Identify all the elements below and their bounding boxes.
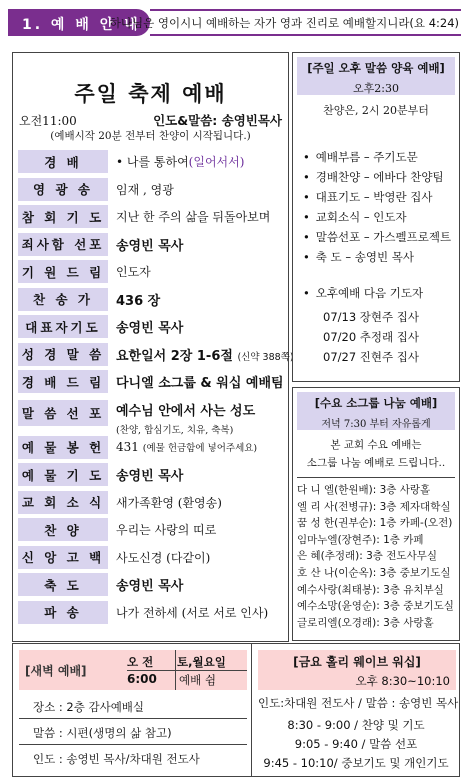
dawn-rest: 예배 쉼: [179, 673, 216, 687]
worship-time: 오전11:00: [19, 114, 77, 128]
item-label: 대표자기도: [18, 315, 108, 338]
item-value: 송영빈 목사: [116, 469, 184, 485]
dawn-time: 6:00: [127, 672, 157, 686]
divider: [19, 744, 247, 745]
list-item: • 축 도 – 송영빈 목사: [303, 249, 451, 269]
item-label: 예 물 기 도: [18, 463, 108, 486]
dawn-word: 말씀 : 시편(생명의 삶 참고): [33, 726, 172, 740]
list-item: 임마누엘(장현주): 1층 카페: [297, 533, 424, 546]
list-item: 8:30 - 9:00 / 찬양 및 기도: [287, 718, 425, 732]
list-item: 은 혜(추정래): 3층 전도사무실: [297, 550, 437, 563]
wednesday-title: [수요 소그룹 나눔 예배]: [314, 396, 438, 410]
item-value: 송영빈 목사: [116, 321, 184, 337]
friday-header: [258, 650, 456, 690]
dawn-leader: 인도 : 송영빈 목사/차대원 전도사: [33, 752, 200, 766]
item-label: 참 회 기 도: [18, 205, 108, 228]
list-item: [18, 396, 286, 434]
item-value: 우리는 사랑의 띠로: [116, 523, 217, 538]
list-item: [18, 258, 286, 286]
list-item: [18, 461, 286, 489]
list-item: 꿈 성 한(권부순): 1층 카페-(오전): [297, 517, 453, 530]
list-item: [18, 571, 286, 599]
worship-preacher: 인도&말씀: 송영빈목사: [153, 113, 282, 128]
item-value: 송영빈 목사: [116, 238, 184, 254]
afternoon-order: [303, 149, 451, 269]
prayer-list: [323, 309, 419, 369]
item-value: 나가 전하세 (서로 서로 인사): [116, 605, 269, 620]
list-item: • 교회소식 – 인도자: [303, 209, 451, 229]
list-item: 9:45 - 10:10/ 중보기도 및 개인기도: [263, 756, 449, 770]
dawn-header: [19, 650, 247, 690]
item-value: 사도신경 (다같이): [116, 550, 211, 565]
list-item: [18, 544, 286, 572]
afternoon-praise-time: 찬양은, 2시 20분부터: [323, 104, 429, 117]
item-label: 성 경 말 씀: [18, 343, 108, 366]
friday-title: [금요 홀리 웨이브 워십]: [293, 655, 421, 669]
item-label: 경 배 드 림: [18, 370, 108, 393]
list-item: [18, 148, 286, 176]
divider: [19, 718, 247, 719]
divider: [127, 670, 247, 671]
item-label: 경 배: [18, 150, 108, 173]
list-item: [18, 368, 286, 396]
item-value: 지난 한 주의 삶을 뒤돌아보며: [116, 210, 271, 225]
item-value: 임재 , 영광: [116, 182, 174, 197]
section-tab: 1. 예 배 안 내: [8, 9, 150, 36]
item-label: 말 씀 선 포: [18, 400, 108, 426]
list-item: 예수소망(윤영순): 3층 중보기도실: [297, 600, 454, 613]
list-item: 07/20 추정래 집사: [323, 330, 419, 344]
dawn-place: 장소 : 2층 감사예배실: [33, 700, 145, 714]
list-item: [18, 489, 286, 517]
worship-note: (예배시작 20분 전부터 찬양이 시작됩니다.): [50, 130, 251, 142]
list-item: • 예배부름 – 주기도문: [303, 149, 451, 169]
item-label: 축 도: [18, 573, 108, 596]
item-label: 영 광 송: [18, 178, 108, 201]
list-item: 07/13 장현주 집사: [323, 310, 419, 324]
list-item: • 대표기도 – 박영란 집사: [303, 189, 451, 209]
header-verse: 하나님은 영이시니 예배하는 자가 영과 진리로 예배할지니라(요 4:24): [109, 16, 459, 30]
bottom-box: [12, 643, 460, 777]
item-value: • 나를 통하여(일어서서): [116, 155, 245, 170]
friday-order: [252, 717, 460, 774]
list-item: [18, 341, 294, 369]
item-label: 신 앙 고 백: [18, 546, 108, 569]
wednesday-note: 본 교회 수요 예배는 소그룹 나눔 예배로 드립니다..: [306, 439, 446, 469]
divider: [297, 477, 455, 478]
list-item: [18, 231, 286, 259]
wednesday-worship-box: [292, 387, 460, 641]
order-of-service: [18, 148, 294, 626]
list-item: [18, 599, 286, 627]
item-label: 교 회 소 식: [18, 491, 108, 514]
item-label: 파 송: [18, 601, 108, 624]
item-label: 찬 양: [18, 518, 108, 541]
list-item: 예수사랑(최태봉): 3층 유치부실: [297, 583, 444, 596]
item-label: 기 원 드 림: [18, 260, 108, 283]
afternoon-title: [주일 오후 말씀 양육 예배]: [307, 61, 445, 75]
friday-lead: 인도:차대원 전도사 / 말씀 : 송영빈 목사: [258, 696, 459, 710]
list-item: [18, 434, 286, 462]
item-value: 요한일서 2장 1-6절 (신약 388쪽): [116, 348, 294, 364]
list-item: 다 니 엘(한원배): 3층 사랑홀: [297, 484, 431, 496]
dawn-title: [새벽 예배]: [25, 664, 87, 678]
list-item: 호 산 나(이순옥): 3층 중보기도실: [297, 566, 451, 579]
afternoon-worship-box: [292, 52, 460, 382]
dawn-days: 토,월요일: [177, 655, 226, 669]
list-item: [18, 516, 286, 544]
wednesday-time: 저녁 7:30 부터 자유롭게: [321, 419, 431, 430]
group-list: [297, 482, 454, 631]
dawn-am: 오 전: [127, 655, 154, 669]
list-item: • 말씀선포 – 가스펠프로젝트: [303, 229, 451, 249]
sunday-worship-box: [12, 52, 294, 642]
list-item: [18, 286, 286, 314]
list-item: [18, 313, 286, 341]
item-value: 다니엘 소그룹 & 워십 예배팀: [116, 376, 284, 392]
page-title: 주일 축제 예배: [74, 82, 227, 106]
list-item: [18, 203, 286, 231]
item-value: 인도자: [116, 265, 151, 280]
list-item: 07/27 진현주 집사: [323, 350, 419, 364]
item-value: 새가족환영 (환영송): [116, 495, 222, 510]
friday-worship-box: [251, 644, 460, 776]
list-item: 엘 리 사(전병규): 3층 제자대학실: [297, 500, 451, 513]
item-label: 죄사함 선포: [18, 233, 108, 256]
item-value: 436 장: [116, 293, 161, 309]
list-item: [18, 176, 286, 204]
item-label: 찬 송 가: [18, 288, 108, 311]
item-label: 예 물 봉 헌: [18, 436, 108, 459]
afternoon-header: [297, 57, 455, 95]
prayer-list-title: • 오후예배 다음 기도자: [303, 285, 423, 301]
item-value: 431 (예물 헌금함에 넣어주세요): [116, 440, 258, 455]
header: [8, 6, 461, 39]
list-item: 글로리엘(오경래): 3층 사랑홀: [297, 616, 434, 629]
friday-time: 오후 8:30~10:10: [355, 674, 450, 688]
item-value: 송영빈 목사: [116, 579, 184, 595]
item-value: 예수님 안에서 사는 성도 (찬양, 합심기도, 치유, 축복): [116, 403, 256, 436]
wednesday-header: [297, 392, 455, 430]
list-item: • 경배찬양 – 에바다 찬양팀: [303, 169, 451, 189]
afternoon-time: 오후2:30: [353, 82, 399, 95]
list-item: 9:05 - 9:40 / 말씀 선포: [294, 737, 418, 751]
